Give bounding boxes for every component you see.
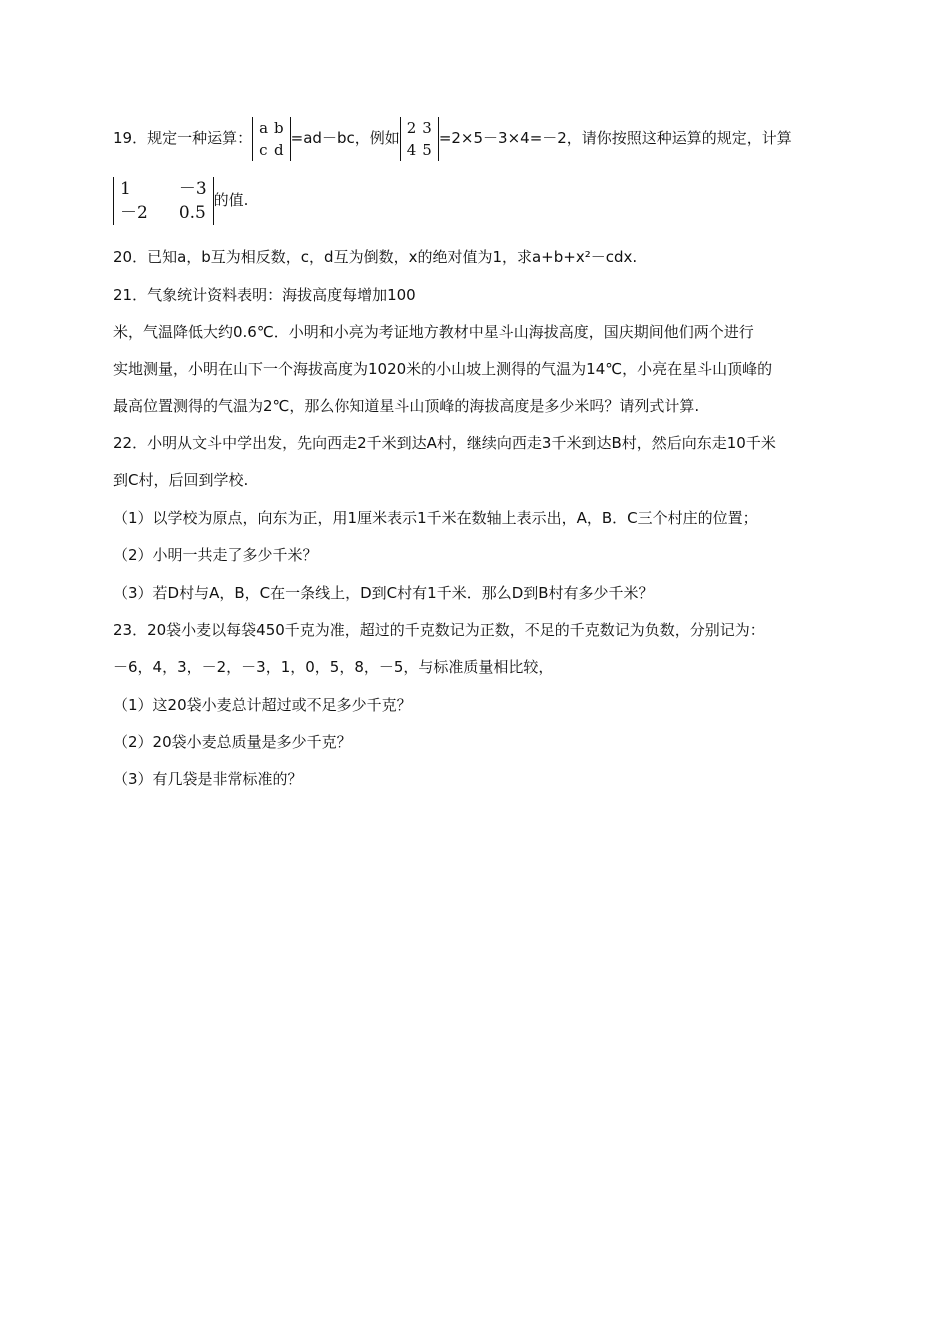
matrix-cell: 5 bbox=[422, 140, 432, 159]
matrix-cell: 4 bbox=[406, 140, 417, 159]
q19-line-1 bbox=[113, 113, 843, 163]
q21-line-4: 最高位置测得的气温为2℃，那么你知道星斗山顶峰的海拔高度是多少米吗？请列式计算. bbox=[113, 397, 700, 415]
matrix-cell: 3 bbox=[422, 118, 432, 137]
q22-line-2: 到C村，后回到学校. bbox=[113, 471, 249, 489]
matrix-cell: c bbox=[259, 140, 268, 159]
q19-prefix: 19．规定一种运算： bbox=[113, 129, 253, 147]
matrix-cell: a bbox=[259, 118, 269, 137]
q23-line-2: －6，4，3，－2，－3，1，0，5，8，－5，与标准质量相比较， bbox=[113, 658, 554, 676]
q20-text: 20．已知a，b互为相反数，c，d互为倒数，x的绝对值为1，求a+b+x²－cdx. bbox=[113, 248, 638, 266]
matrix-cell: b bbox=[274, 118, 284, 137]
matrix-question bbox=[113, 177, 214, 225]
q22-sub-1: （1）以学校为原点，向东为正，用1厘米表示1千米在数轴上表示出，A，B．C三个村庄的位置； bbox=[113, 509, 758, 527]
q23-sub-3: （3）有几袋是非常标准的？ bbox=[113, 770, 303, 788]
q23-line-1: 23．20袋小麦以每袋450千克为准，超过的千克数记为正数，不足的千克数记为负数，分别记为： bbox=[113, 621, 765, 639]
q21-line-3: 实地测量，小明在山下一个海拔高度为1020米的小山坡上测得的气温为14℃，小亮在星斗山顶峰的 bbox=[113, 360, 773, 378]
matrix-cell: －2 bbox=[120, 202, 148, 223]
q22-sub-3: （3）若D村与A，B，C在一条线上，D到C村有1千米．那么D到B村有多少千米？ bbox=[113, 584, 654, 602]
q23-sub-2: （2）20袋小麦总质量是多少千克？ bbox=[113, 733, 352, 751]
q19-line-2 bbox=[113, 173, 843, 227]
matrix-example bbox=[400, 117, 439, 161]
q19-mid-2: =2×5－3×4=－2，请你按照这种运算的规定，计算 bbox=[438, 129, 792, 147]
matrix-cell: 2 bbox=[406, 118, 417, 137]
matrix-cell: －3 bbox=[178, 178, 207, 199]
q22-sub-2: （2）小明一共走了多少千米？ bbox=[113, 546, 318, 564]
q21-line-1: 21．气象统计资料表明：海拔高度每增加100 bbox=[113, 286, 416, 304]
q19-mid-1: =ad－bc，例如 bbox=[290, 129, 400, 147]
matrix-cell: 0.5 bbox=[178, 202, 206, 223]
q21-line-2: 米，气温降低大约0.6℃．小明和小亮为考证地方教材中星斗山海拔高度，国庆期间他们两个进行 bbox=[113, 323, 754, 341]
matrix-cell: d bbox=[274, 140, 284, 159]
q23-sub-1: （1）这20袋小麦总计超过或不足多少千克？ bbox=[113, 696, 412, 714]
q22-line-1: 22．小明从文斗中学出发，先向西走2千米到达A村，继续向西走3千米到达B村，然后向东走10千米 bbox=[113, 434, 776, 452]
matrix-cell: 1 bbox=[120, 178, 131, 199]
matrix-abcd bbox=[252, 117, 291, 161]
q19-suffix: 的值. bbox=[213, 191, 249, 209]
